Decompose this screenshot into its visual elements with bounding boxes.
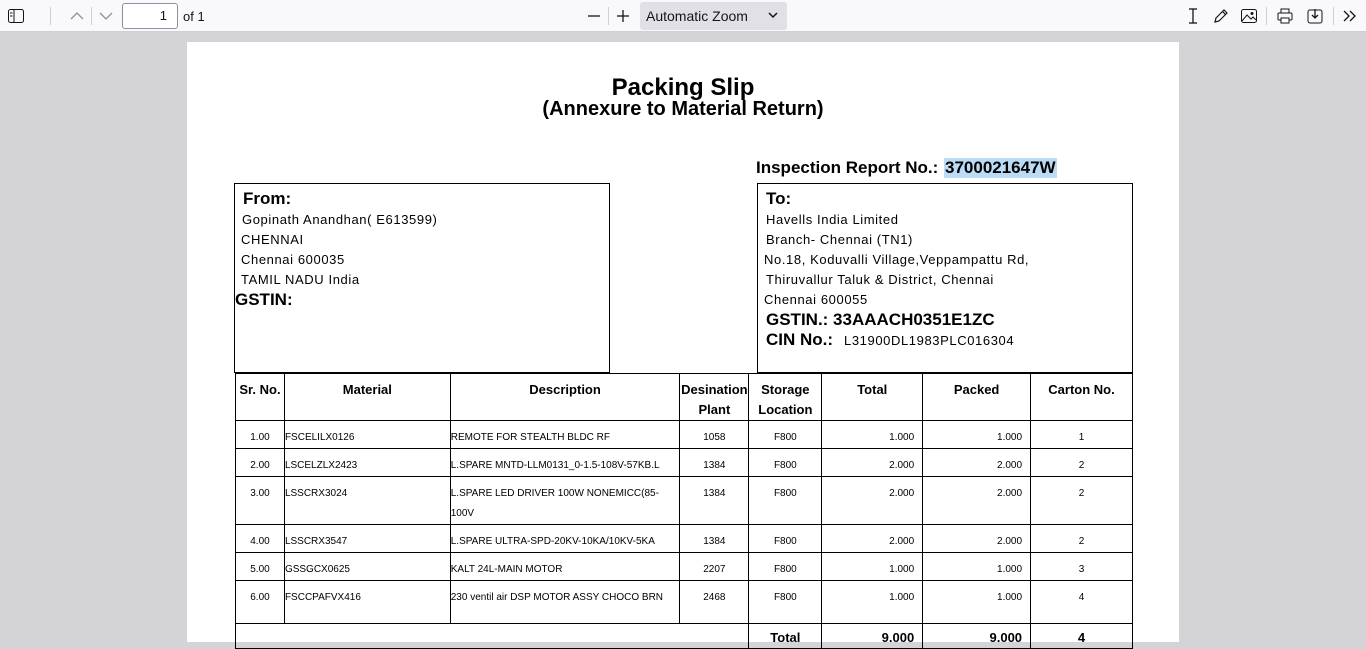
toolbar-separator [608, 7, 609, 25]
page-number-input[interactable]: 1 [122, 3, 178, 29]
cell-sr-no: 6.00 [236, 581, 285, 624]
from-label: From: [243, 189, 292, 208]
chevron-up-icon [70, 11, 84, 21]
to-address-box [757, 183, 1133, 373]
cell-total: 2.000 [822, 525, 923, 553]
cell-storage: F800 [749, 477, 822, 525]
cell-sr-no: 2.00 [236, 449, 285, 477]
to-line: No.18, Koduvalli Village,Veppampattu Rd, [764, 252, 1030, 267]
image-icon [1241, 9, 1257, 23]
cell-carton: 2 [1031, 477, 1133, 525]
cell-total: 1.000 [822, 581, 923, 624]
table-row [236, 553, 1133, 581]
cell-plant: 2207 [680, 553, 749, 581]
chevron-down-icon [99, 11, 113, 21]
column-header: Carton No. [1031, 374, 1133, 421]
cell-material: LSCELZLX2423 [284, 449, 450, 477]
cell-carton: 4 [1031, 581, 1133, 624]
cell-description: REMOTE FOR STEALTH BLDC RF [450, 421, 680, 449]
previous-page-button[interactable] [64, 3, 90, 29]
cell-description: L.SPARE ULTRA-SPD-20KV-10KA/10KV-5KA [450, 525, 680, 553]
cell-plant: 1384 [680, 477, 749, 525]
draw-button[interactable] [1208, 3, 1234, 29]
cell-material: LSSCRX3024 [284, 477, 450, 525]
cell-material: FSCELILX0126 [284, 421, 450, 449]
text-cursor-icon [1187, 8, 1199, 24]
cell-material: FSCCPAFVX416 [284, 581, 450, 624]
document-subtitle: (Annexure to Material Return) [542, 98, 824, 120]
minus-icon [587, 9, 601, 23]
toolbar-separator [91, 7, 92, 25]
cell-sr-no: 4.00 [236, 525, 285, 553]
cell-sr-no: 1.00 [236, 421, 285, 449]
add-image-button[interactable] [1236, 3, 1262, 29]
more-tools-icon [1343, 10, 1357, 22]
total-blank-cell [236, 624, 749, 649]
total-label: Total [749, 624, 822, 649]
column-header: Description [450, 374, 680, 421]
save-icon [1307, 8, 1323, 24]
inspection-report-number[interactable]: 3700021647W [945, 158, 1056, 177]
toolbar-separator [1333, 7, 1334, 25]
cell-packed: 1.000 [923, 421, 1031, 449]
cell-description: KALT 24L-MAIN MOTOR [450, 553, 680, 581]
column-header: Total [822, 374, 923, 421]
cell-total: 1.000 [822, 421, 923, 449]
from-line: Gopinath Anandhan( E613599) [242, 212, 438, 227]
plus-icon [616, 9, 630, 23]
cell-carton: 1 [1031, 421, 1133, 449]
from-line: Chennai 600035 [241, 252, 345, 267]
text-selection-button[interactable] [1180, 3, 1206, 29]
column-header: Sr. No. [236, 374, 285, 421]
page-count-label: of 1 [183, 9, 205, 24]
column-header: Storage Location [749, 374, 822, 421]
save-button[interactable] [1302, 3, 1328, 29]
pdf-toolbar [0, 0, 1366, 32]
cell-storage: F800 [749, 421, 822, 449]
from-line: TAMIL NADU India [241, 272, 360, 287]
cell-packed: 1.000 [923, 581, 1031, 624]
cell-plant: 1384 [680, 525, 749, 553]
to-gstin: GSTIN.: 33AAACH0351E1ZC [766, 310, 995, 329]
cell-carton: 2 [1031, 525, 1133, 553]
more-tools-button[interactable] [1337, 3, 1363, 29]
chevron-down-icon [767, 2, 779, 39]
pdf-page [187, 42, 1179, 645]
cell-carton: 3 [1031, 553, 1133, 581]
total-cartons: 4 [1031, 624, 1133, 649]
to-line: Branch- Chennai (TN1) [766, 232, 913, 247]
cell-material: GSSGCX0625 [284, 553, 450, 581]
draw-icon [1213, 8, 1229, 24]
cell-plant: 1058 [680, 421, 749, 449]
zoom-level-select[interactable] [640, 2, 787, 30]
zoom-in-button[interactable] [610, 3, 636, 29]
to-cin-label: CIN No.: [766, 330, 834, 349]
cell-sr-no: 3.00 [236, 477, 285, 525]
cell-packed: 1.000 [923, 553, 1031, 581]
cell-total: 1.000 [822, 553, 923, 581]
cell-storage: F800 [749, 525, 822, 553]
cell-description: 230 ventil air DSP MOTOR ASSY CHOCO BRN [450, 581, 680, 624]
column-header: Material [284, 374, 450, 421]
document-title: Packing Slip [611, 74, 755, 101]
from-address-box [234, 183, 610, 373]
print-button[interactable] [1272, 3, 1298, 29]
from-gstin-label: GSTIN: [235, 290, 293, 309]
inspection-report-label: Inspection Report No.: [756, 158, 939, 177]
cell-packed: 2.000 [923, 477, 1031, 525]
items-table [235, 373, 1133, 649]
table-row [236, 525, 1133, 553]
cell-description: L.SPARE LED DRIVER 100W NONEMICC(85-100V [450, 477, 680, 525]
next-page-button[interactable] [93, 3, 119, 29]
cell-material: LSSCRX3547 [284, 525, 450, 553]
total-quantity: 9.000 [822, 624, 923, 649]
table-row [236, 581, 1133, 624]
cell-description: L.SPARE MNTD-LLM0131_0-1.5-108V-57KB.L [450, 449, 680, 477]
cell-sr-no: 5.00 [236, 553, 285, 581]
table-header-row [236, 374, 1133, 421]
table-row [236, 449, 1133, 477]
cell-total: 2.000 [822, 449, 923, 477]
to-label: To: [766, 189, 792, 208]
toolbar-separator [50, 7, 51, 25]
zoom-out-button[interactable] [581, 3, 607, 29]
cell-storage: F800 [749, 581, 822, 624]
cell-plant: 2468 [680, 581, 749, 624]
table-row [236, 421, 1133, 449]
cell-plant: 1384 [680, 449, 749, 477]
cell-storage: F800 [749, 553, 822, 581]
to-cin-value: L31900DL1983PLC016304 [844, 333, 1015, 348]
sidebar-toggle-button[interactable] [3, 3, 29, 29]
to-line: Havells India Limited [766, 212, 899, 227]
from-line: CHENNAI [241, 232, 304, 247]
cell-total: 2.000 [822, 477, 923, 525]
toolbar-separator [1266, 7, 1267, 25]
to-line: Chennai 600055 [764, 292, 868, 307]
sidebar-toggle-icon [8, 9, 24, 23]
zoom-level-value: Automatic Zoom [646, 8, 748, 24]
column-header: Packed [923, 374, 1031, 421]
cell-packed: 2.000 [923, 525, 1031, 553]
table-total-row [236, 624, 1133, 649]
table-row [236, 477, 1133, 525]
print-icon [1277, 8, 1293, 24]
total-packed: 9.000 [923, 624, 1031, 649]
cell-packed: 2.000 [923, 449, 1031, 477]
column-header: Desination Plant [680, 374, 749, 421]
cell-carton: 2 [1031, 449, 1133, 477]
cell-storage: F800 [749, 449, 822, 477]
to-line: Thiruvallur Taluk & District, Chennai [766, 272, 994, 287]
